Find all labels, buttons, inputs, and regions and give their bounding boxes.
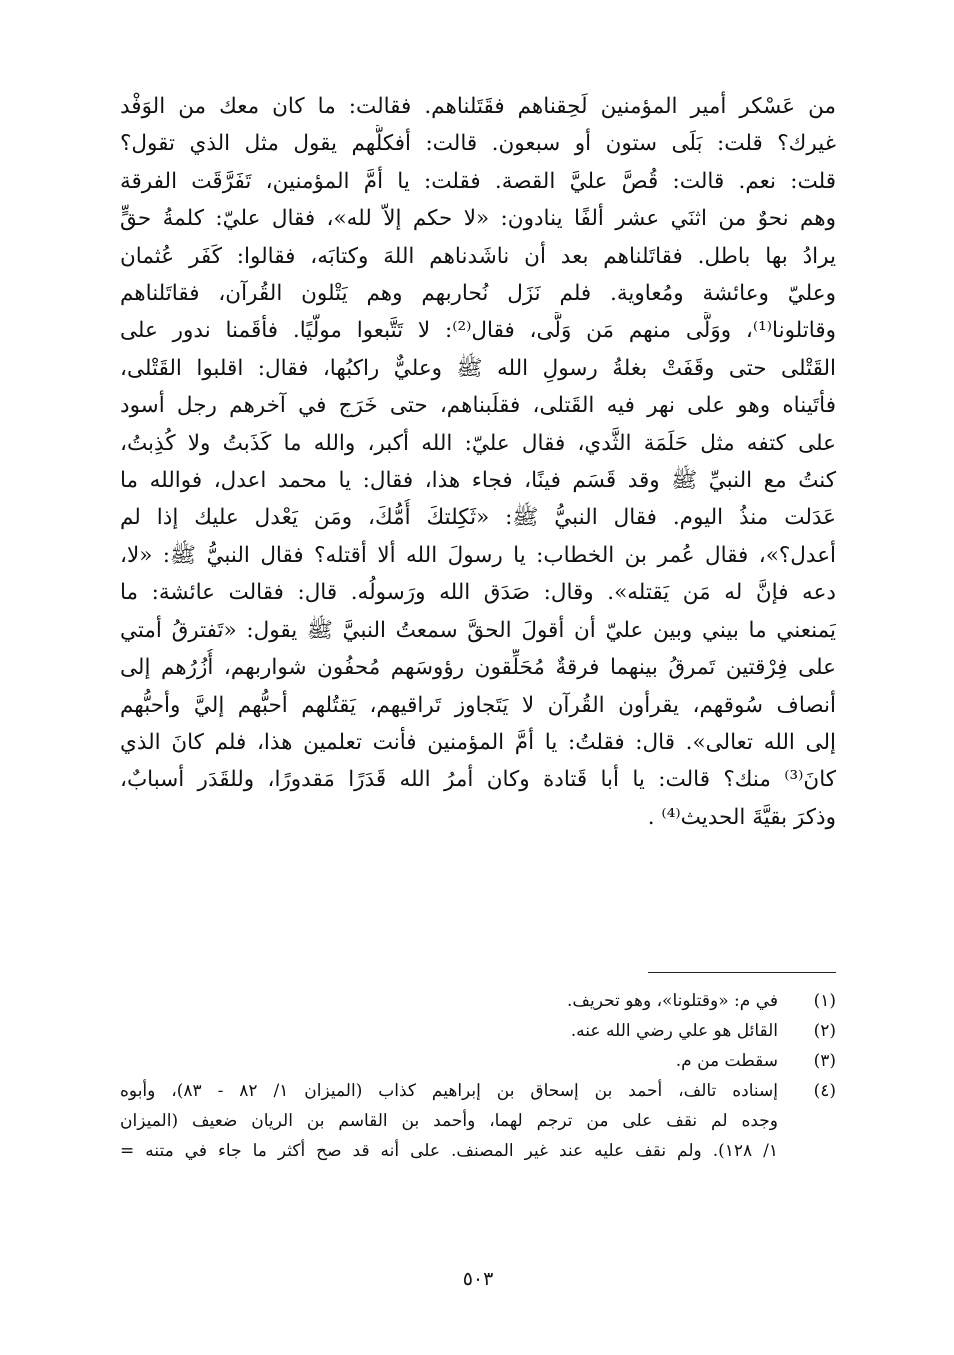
footnote-divider xyxy=(648,972,836,973)
footnote-line: وجده لم نقف على من ترجم لهما، وأحمد بن القاسم بن الريان ضعيف (الميزان xyxy=(120,1111,778,1131)
footnote-number: (١) xyxy=(813,991,836,1011)
text-line: وعليّ وعائشة ومُعاوية. فلم نَزَل نُحاربهم وهم يَتْلون القُرآن، فقاتَلناهم xyxy=(120,281,836,307)
text-line: وقاتلونا⁽¹⁾، ووَلَّى منهم مَن وَلَّى، فقال⁽²⁾: لا تَتَّبعوا مولّيًا. فأقَمنا ندور على xyxy=(120,318,836,344)
text-line: وذكرَ بقيَّةَ الحديث⁽⁴⁾ . xyxy=(647,804,836,830)
text-line: قلت: نعم. قالت: قُصَّ عليَّ القصة. فقلت: يا أمَّ المؤمنين، تَفَرَّقَت الفرقة xyxy=(120,168,836,194)
page-number: ٥٠٣ xyxy=(462,1268,494,1290)
text-line: كانَ⁽³⁾ منك؟ قالت: يا أبا قَتادة وكان أمرُ الله قَدَرًا مَقدورًا، وللقَدَر أسبابٌ، xyxy=(120,767,836,793)
footnotes xyxy=(120,986,836,1166)
text-line: على كتفه مثل حَلَمَة الثَّدي، فقال عليّ: الله أكبر، والله ما كَذَبتُ ولا كُذِبتُ، xyxy=(120,430,836,456)
book-page xyxy=(120,88,836,1328)
footnote-line: ١/ ١٢٨). ولم نقف عليه عند غير المصنف. على أنه قد صح أكثر ما جاء في متنه = xyxy=(120,1141,778,1161)
text-line: من عَسْكر أمير المؤمنين لَحِقناهم فقَتَلناهم. فقالت: ما كان معك من الوَفْد xyxy=(120,94,836,119)
footnote-number: (٤) xyxy=(813,1081,836,1101)
footnote-line: القائل هو علي رضي الله عنه. xyxy=(570,1021,778,1041)
text-line: على فِرْقتين تَمرقُ بينهما فرقةٌ مُحَلِّقون رؤوسَهم مُحفُون شواربهم، أُزُرُهم إلى xyxy=(120,655,836,681)
footnote-line: سقطت من م. xyxy=(675,1051,778,1071)
footnote-text xyxy=(120,1016,778,1046)
text-line: وهم نحوٌ من اثنَي عشر ألفًا ينادون: «لا حكم إلاّ لله»، فقال عليّ: كلمةُ حقٍّ xyxy=(120,206,836,232)
text-line: كنتُ مع النبيِّ ﷺ وقد قَسَم فينًا، فجاء هذا، فقال: يا محمد اعدل، فوالله ما xyxy=(120,468,836,494)
footnote xyxy=(120,1016,836,1046)
footnote-line: في م: «وقتلونا»، وهو تحريف. xyxy=(566,991,778,1011)
text-line: دعه فإنَّ له مَن يَقتله». وقال: صَدَق الله ورَسولُه. قال: فقالت عائشة: ما xyxy=(120,580,836,606)
text-line: يرادُ بها باطل. فقاتَلناهم بعد أن ناشَدناهم اللهَ وكتابَه، فقالوا: كَفَر عُثمان xyxy=(120,243,836,269)
footnote-text xyxy=(120,1046,778,1076)
main-text xyxy=(120,88,836,836)
text-line: أعدل؟»، فقال عُمر بن الخطاب: يا رسولَ الله ألا أقتله؟ فقال النبيُّ ﷺ: «لا، xyxy=(120,542,836,568)
footnote-number: (٣) xyxy=(813,1051,836,1071)
footnote-text xyxy=(120,1076,778,1166)
footnote-number: (٢) xyxy=(813,1021,836,1041)
text-line: إلى الله تعالى». قال: فقلتُ: يا أمَّ المؤمنين فأنت تعلمين هذا، فلم كانَ الذي xyxy=(120,729,836,755)
text-line: غيرك؟ قلت: بَلَى ستون أو سبعون. قالت: أفكلُّهم يقول مثل الذي تقول؟ xyxy=(120,131,836,157)
footnote xyxy=(120,986,836,1016)
text-line: أنصاف سُوقهم، يقرأون القُرآن لا يَتَجاوز تَراقيهم، يَقتُلهم أحبُّهم إليَّ وأحبُّهم xyxy=(120,692,836,718)
text-line: يَمنعني ما بيني وبين عليّ أن أقولَ الحقَّ سمعتُ النبيَّ ﷺ يقول: «تَفترقُ أمتي xyxy=(120,617,836,643)
text-line: عَدَلت منذُ اليوم. فقال النبيُّ ﷺ: «ثَكِلتكَ أُمُّكَ، ومَن يَعْدل عليك إذا لم xyxy=(120,505,836,531)
footnote xyxy=(120,1076,836,1166)
footnote xyxy=(120,1046,836,1076)
footnote-text xyxy=(120,986,778,1016)
footnote-line: إسناده تالف، أحمد بن إسحاق بن إبراهيم كذاب (الميزان ١/ ٨٢ - ٨٣)، وأبوه xyxy=(120,1081,778,1101)
text-line: القَتْلى حتى وقَفَتْ بغلةُ رسولِ الله ﷺ وعليٌّ راكبُها، فقال: اقلبوا القَتْلى، xyxy=(120,355,836,381)
text-line: فأتَيناه وهو على نهر فيه القَتلى، فقلَبناهم، حتى خَرَج في آخرهم رجل أسود xyxy=(120,393,836,419)
